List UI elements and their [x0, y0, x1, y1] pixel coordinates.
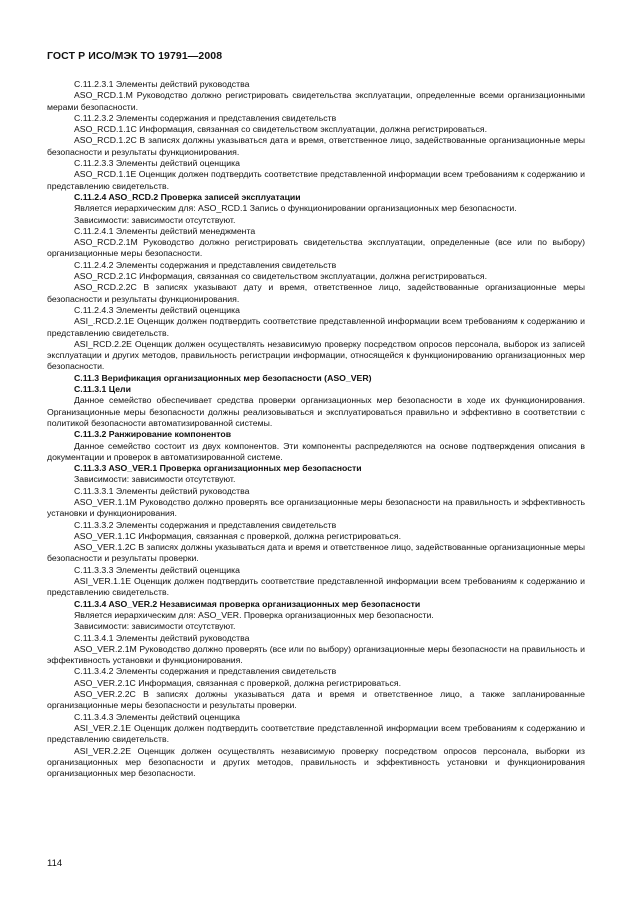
document-header: ГОСТ Р ИСО/МЭК ТО 19791—2008 — [47, 50, 223, 62]
paragraph: ASO_RCD.1.M Руководство должно регистрировать свидетельства эксплуатации, определенные всеми организационными мерами безопасности. — [47, 90, 585, 112]
paragraph: C.11.3.3.2 Элементы содержания и представления свидетельств — [74, 519, 337, 530]
paragraph: Зависимости: зависимости отсутствуют. — [74, 474, 236, 485]
paragraph: ASO_VER.2.1M Руководство должно проверять (все или по выбору) организационные меры безопасности на правильность и эффективность установки и функционирования. — [47, 643, 585, 666]
paragraph: ASI_VER.2.2E Оценщик должен осуществлять независимую проверку посредством опросов персонала, выборки из организационных мер безопасности и других методов, правильность и эффективность установки и функционирования организационных мер безопасности. — [47, 745, 585, 779]
paragraph: Является иерархическим для: ASO_VER. Проверка организационных мер безопасности. — [74, 609, 434, 620]
paragraph: ASO_RCD.1.1C Информация, связанная со свидетельством эксплуатации, должна регистрироваться. — [74, 124, 487, 135]
paragraph: ASO_VER.1.1M Руководство должно проверять все организационные меры безопасности на правильность и эффективность установки и функционирования. — [47, 496, 585, 519]
section-heading: C.11.3.4 ASO_VER.2 Независимая проверка организационных мер безопасности — [74, 598, 421, 609]
paragraph: C.11.3.4.2 Элементы содержания и представления свидетельств — [74, 666, 337, 677]
paragraph: C.11.2.3.1 Элементы действий руководства — [74, 79, 250, 89]
paragraph: Зависимости: зависимости отсутствуют. — [74, 621, 236, 632]
section-heading: C.11.3.1 Цели — [74, 384, 131, 395]
page-number: 114 — [47, 858, 63, 869]
section-heading: C.11.2.4 ASO_RCD.2 Проверка записей эксплуатации — [74, 191, 301, 202]
section-heading: C.11.3.2 Ранжирование компонентов — [74, 429, 232, 440]
paragraph: Данное семейство состоит из двух компонентов. Эти компоненты распределяются на основе подтверждения описания в документации и проверок в автоматизированной системе. — [47, 440, 585, 462]
paragraph: ASO_VER.2.2C В записях должны указываться дата и время и ответственное лицо, а также запланированные организационные меры безопасности и результаты проверки. — [47, 689, 585, 711]
section-heading: C.11.3 Верификация организационных мер безопасности (ASO_VER) — [74, 372, 372, 383]
paragraph: ASO_VER.2.1C Информация, связанная с проверкой, должна регистрироваться. — [74, 677, 401, 688]
paragraph: ASI_VER.2.1E Оценщик должен подтвердить соответствие представленной информации всем требованиям к содержанию и представлению свидетельств. — [47, 722, 585, 745]
paragraph: ASI_VER.1.1E Оценщик должен подтвердить соответствие представленной информации всем требованиям к содержанию и представлению свидетельств. — [47, 576, 585, 598]
paragraph: ASO_RCD.2.2C В записях указывают дату и время, ответственное лицо, задействованные организационные меры безопасности и результаты функционирования. — [47, 282, 585, 304]
paragraph: C.11.3.3.3 Элементы действий оценщика — [74, 564, 240, 575]
paragraph: ASO_RCD.2.1C Информация, связанная со свидетельством эксплуатации, должна регистрироваться. — [74, 271, 487, 282]
section-heading: C.11.3.3 ASO_VER.1 Проверка организационных мер безопасности — [74, 463, 362, 474]
paragraph: ASO_RCD.2.1M Руководство должно регистрировать свидетельства эксплуатации, определенные (все или по выбору) организационные меры безопасности. — [47, 237, 585, 259]
paragraph: C.11.3.4.1 Элементы действий руководства — [74, 632, 250, 643]
paragraph: Зависимости: зависимости отсутствуют. — [74, 214, 236, 225]
paragraph: ASO_RCD.1.1E Оценщик должен подтвердить соответствие представленной информации всем требованиям к содержанию и представлению свидетельств. — [47, 169, 585, 191]
document-body — [47, 79, 585, 779]
paragraph: ASO_VER.1.1C Информация, связанная с проверкой, должна регистрироваться. — [74, 530, 401, 541]
paragraph: C.11.2.3.2 Элементы содержания и представления свидетельств — [74, 112, 337, 123]
paragraph: C.11.2.4.3 Элементы действий оценщика — [74, 304, 240, 315]
paragraph: ASO_RCD.1.2C В записях должны указываться дата и время, ответственное лицо, задействованные организационные меры безопасности и результаты функционирования. — [47, 135, 585, 157]
paragraph: C.11.3.4.3 Элементы действий оценщика — [74, 711, 240, 722]
paragraph: Данное семейство обеспечивает средства проверки организационных мер безопасности в ходе их функционирования. Организационные меры безопасности должны реализовываться и эксплуатироваться правильно и эффективно в соответствии с политикой безопасности автоматизированной системы. — [47, 395, 585, 428]
paragraph: ASO_VER.1.2C В записях должны указываться дата и время и ответственное лицо, задействованные организационные меры безопасности и результаты проверки. — [47, 542, 585, 564]
paragraph: ASI_.RCD.2.1E Оценщик должен подтвердить соответствие представленной информации всем требованиям к содержанию и представлению свидетельств. — [47, 316, 585, 338]
paragraph: C.11.2.4.2 Элементы содержания и представления свидетельств — [74, 259, 337, 270]
paragraph: C.11.3.3.1 Элементы действий руководства — [74, 485, 250, 496]
paragraph: C.11.2.4.1 Элементы действий менеджмента — [74, 225, 256, 236]
paragraph: C.11.2.3.3 Элементы действий оценщика — [74, 158, 240, 169]
paragraph: Является иерархическим для: ASO_RCD.1 Запись о функционировании организационных мер безопасности. — [74, 203, 517, 214]
paragraph: ASI_RCD.2.2E Оценщик должен осуществлять независимую проверку посредством опросов персонала, выборок из записей эксплуатации и других методов, правильность регистрации информации, относящейся к функционированию организационных мер безопасности. — [47, 338, 585, 372]
